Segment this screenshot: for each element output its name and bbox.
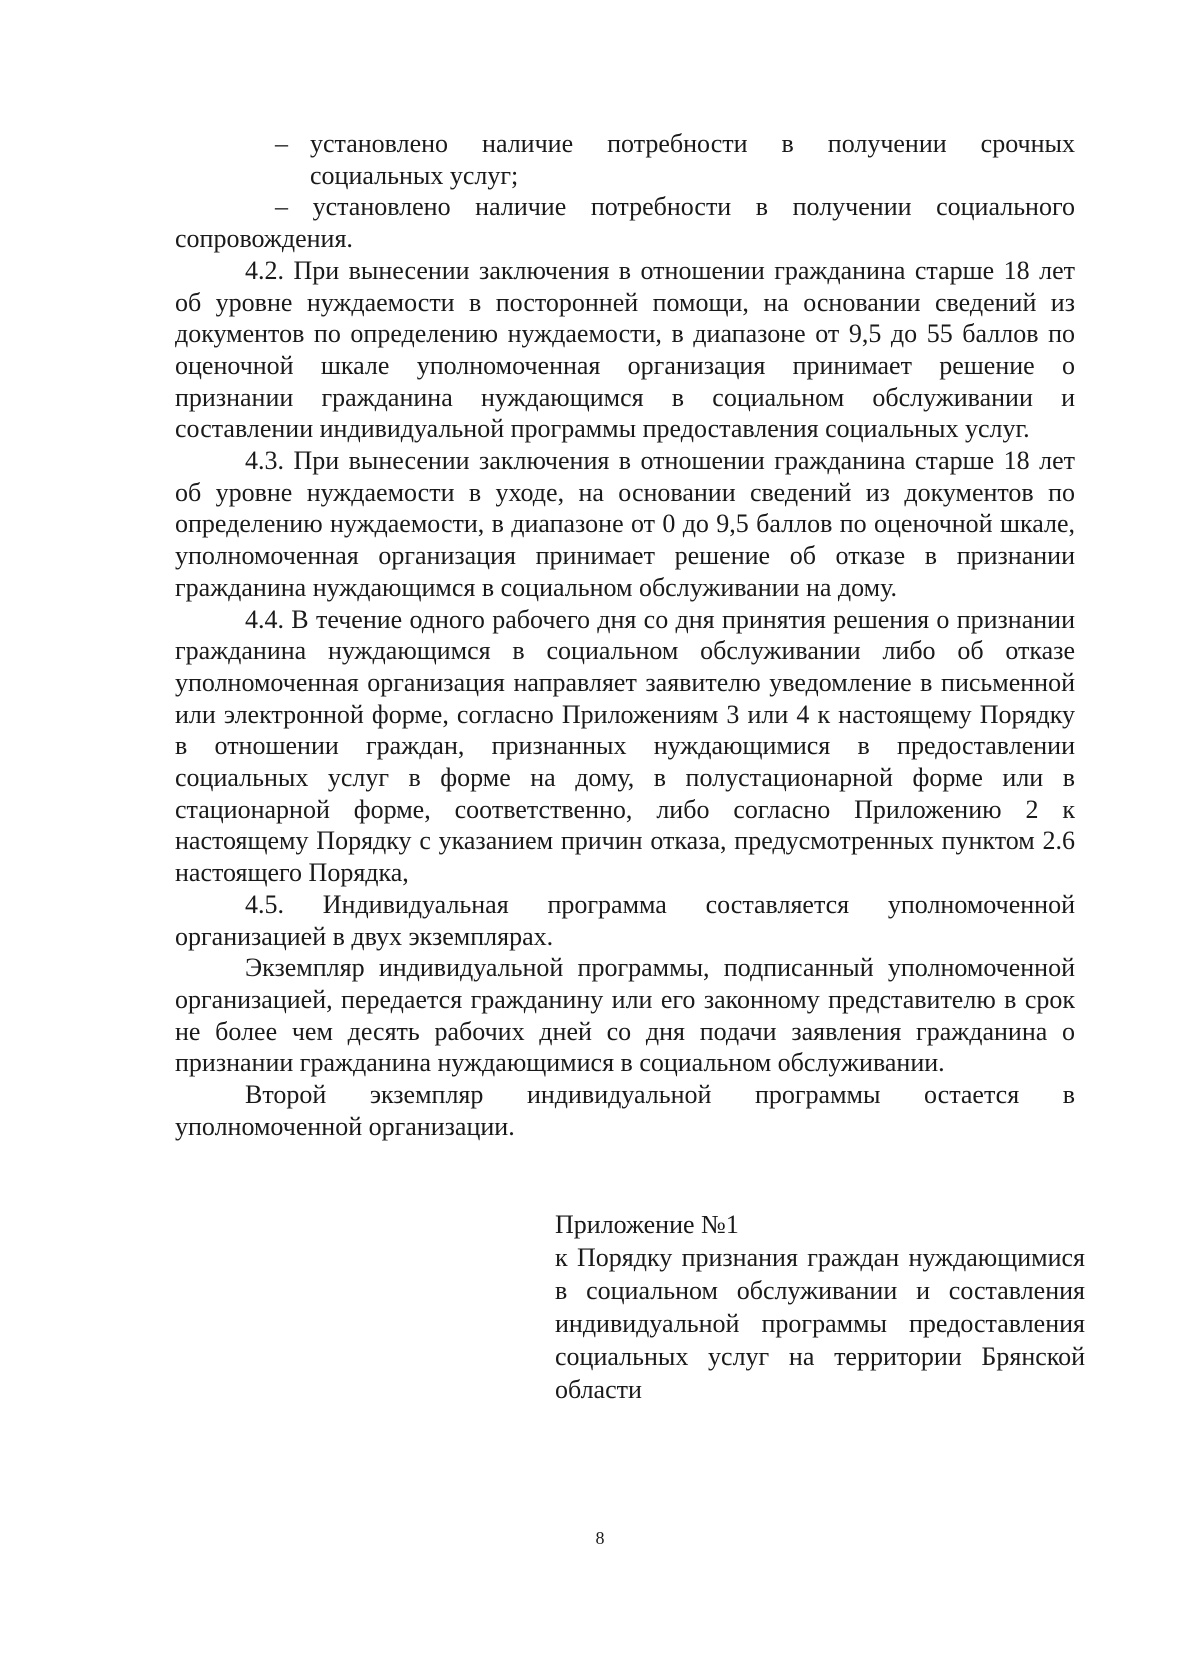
paragraph-second-copy: Второй экземпляр индивидуальной программы остается в уполномоченной организации. [175, 1080, 1075, 1141]
appendix-title: Приложение №1 [555, 1210, 739, 1239]
paragraph-4-3: 4.3. При вынесении заключения в отношении гражданина старше 18 лет об уровне нуждаемости в уходе, на основании сведений из документов по определению нуждаемости, в диапазоне от 0 до 9,5 баллов по оценочной шкале, уполномоченная организация принимает решение об отказе в признании гражданина нуждающимся в социальном обслуживании на дому. [175, 446, 1075, 602]
paragraph-4-2: 4.2. При вынесении заключения в отношении гражданина старше 18 лет об уровне нуждаемости в посторонней помощи, на основании сведений из документов по определению нуждаемости, в диапазоне от 9,5 до 55 баллов по оценочной шкале уполномоченная организация принимает решение о признании гражданина нуждающимся в социальном обслуживании и составлении индивидуальной программы предоставления социальных услуг. [175, 255, 1075, 444]
document-body [175, 128, 1075, 1143]
list-item [175, 128, 1075, 191]
list-dash: – [275, 129, 288, 158]
page-number: 8 [595, 1528, 605, 1548]
list-item: – установлено наличие потребности в получении социального сопровождения. [175, 192, 1075, 254]
paragraph-4-5: 4.5. Индивидуальная программа составляется уполномоченной организацией в двух экземплярах. [175, 889, 1075, 951]
appendix-text: к Порядку признания граждан нуждающимися в социальном обслуживании и составления индивидуальной программы предоставления социальных услуг на территории Брянской области [555, 1243, 1085, 1404]
list-item-text: установлено наличие потребности в получении срочных социальных услуг; [310, 129, 1075, 190]
paragraph-first-copy: Экземпляр индивидуальной программы, подписанный уполномоченной организацией, передается гражданину или его законному представителю в срок не более чем десять рабочих дней со дня подачи заявления гражданина о признании гражданина нуждающимися в социальном обслуживании. [175, 953, 1075, 1078]
appendix-heading [555, 1208, 1085, 1406]
paragraph-4-4: 4.4. В течение одного рабочего дня со дня принятия решения о признании гражданина нуждающимся в социальном обслуживании либо об отказе уполномоченная организация направляет заявителю уведомление в письменной или электронной форме, согласно Приложениям 3 или 4 к настоящему Порядку в отношении граждан, признанных нуждающимися в предоставлении социальных услуг в форме на дому, в полустационарной форме или в стационарной форме, соответственно, либо согласно Приложению 2 к настоящему Порядку с указанием причин отказа, предусмотренных пунктом 2.6 настоящего Порядка, [175, 604, 1075, 888]
